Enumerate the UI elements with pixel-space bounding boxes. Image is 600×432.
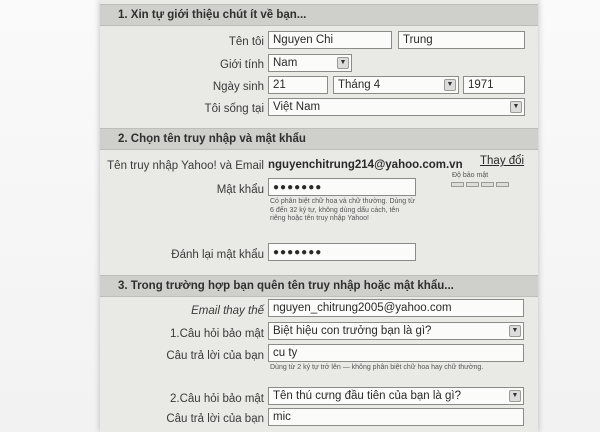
answer-1-label: Câu trả lời của bạn xyxy=(166,350,264,362)
birth-day-field[interactable]: 21 xyxy=(268,76,328,94)
retype-password-field[interactable]: ●●●●●●● xyxy=(268,243,416,261)
gender-value: Nam xyxy=(273,57,298,69)
chevron-down-icon: ▼ xyxy=(337,57,349,69)
password-strength-meter xyxy=(451,182,509,187)
section3-title: 3. Trong trường hợp bạn quên tên truy nhập hoặc mật khẩu... xyxy=(118,280,454,292)
alt-email-label: Email thay thế xyxy=(191,305,264,317)
security-question-2-value: Tên thú cưng đầu tiên của bạn là gì? xyxy=(273,390,461,402)
gender-label: Giới tính xyxy=(220,59,264,71)
chevron-down-icon: ▼ xyxy=(509,325,521,337)
country-label: Tôi sống tại xyxy=(204,103,264,115)
answer-hint: Dùng từ 2 ký tự trở lên — không phân biệt chữ hoa hay chữ thường. xyxy=(270,364,484,371)
section2-title: 2. Chọn tên truy nhập và mật khẩu xyxy=(118,133,306,145)
country-select[interactable] xyxy=(268,98,525,116)
password-hint: Có phân biệt chữ hoa và chữ thường. Dùng từ 6 đến 32 ký tự, không dùng dấu cách, tên riêng hoặc tên truy nhập Yahoo! xyxy=(270,198,415,222)
security-question-2-select[interactable] xyxy=(268,387,524,405)
section1-title: 1. Xin tự giới thiệu chút ít về bạn... xyxy=(118,9,307,21)
chevron-down-icon: ▼ xyxy=(509,390,521,402)
chevron-down-icon: ▼ xyxy=(444,79,456,91)
strength-segment xyxy=(451,182,464,187)
yahoo-id-label: Tên truy nhập Yahoo! và Email xyxy=(107,160,264,172)
security-question-1-select[interactable] xyxy=(268,322,524,340)
strength-segment xyxy=(466,182,479,187)
security-question-2-label: 2.Câu hỏi bảo mật xyxy=(170,393,264,405)
last-name-field[interactable]: Trung xyxy=(398,31,525,49)
password-field[interactable]: ●●●●●●● xyxy=(268,178,416,196)
change-id-link[interactable]: Thay đổi xyxy=(480,155,525,167)
strength-segment xyxy=(496,182,509,187)
answer-2-label: Câu trả lời của bạn xyxy=(166,413,264,425)
birth-month-value: Tháng 4 xyxy=(338,79,381,91)
alt-email-field[interactable]: nguyen_chitrung2005@yahoo.com xyxy=(268,299,524,317)
birth-label: Ngày sinh xyxy=(212,81,264,93)
answer-1-field[interactable]: cu ty xyxy=(268,344,524,362)
password-strength-label: Độ bảo mật xyxy=(452,172,489,179)
first-name-field[interactable]: Nguyen Chi xyxy=(268,31,392,49)
birth-year-field[interactable]: 1971 xyxy=(463,76,525,94)
yahoo-id-value: nguyenchitrung214@yahoo.com.vn xyxy=(268,159,463,171)
answer-2-field[interactable]: mic xyxy=(268,408,524,426)
chevron-down-icon: ▼ xyxy=(510,101,522,113)
country-value: Việt Nam xyxy=(273,101,321,113)
birth-month-select[interactable] xyxy=(333,76,459,94)
name-label: Tên tôi xyxy=(228,36,264,48)
security-question-1-label: 1.Câu hỏi bảo mật xyxy=(170,328,264,340)
retype-password-label: Đánh lại mật khẩu xyxy=(171,249,264,261)
password-label: Mật khẩu xyxy=(216,184,264,196)
strength-segment xyxy=(481,182,494,187)
security-question-1-value: Biệt hiệu con trưởng bạn là gì? xyxy=(273,325,432,337)
gender-select[interactable] xyxy=(268,54,352,72)
